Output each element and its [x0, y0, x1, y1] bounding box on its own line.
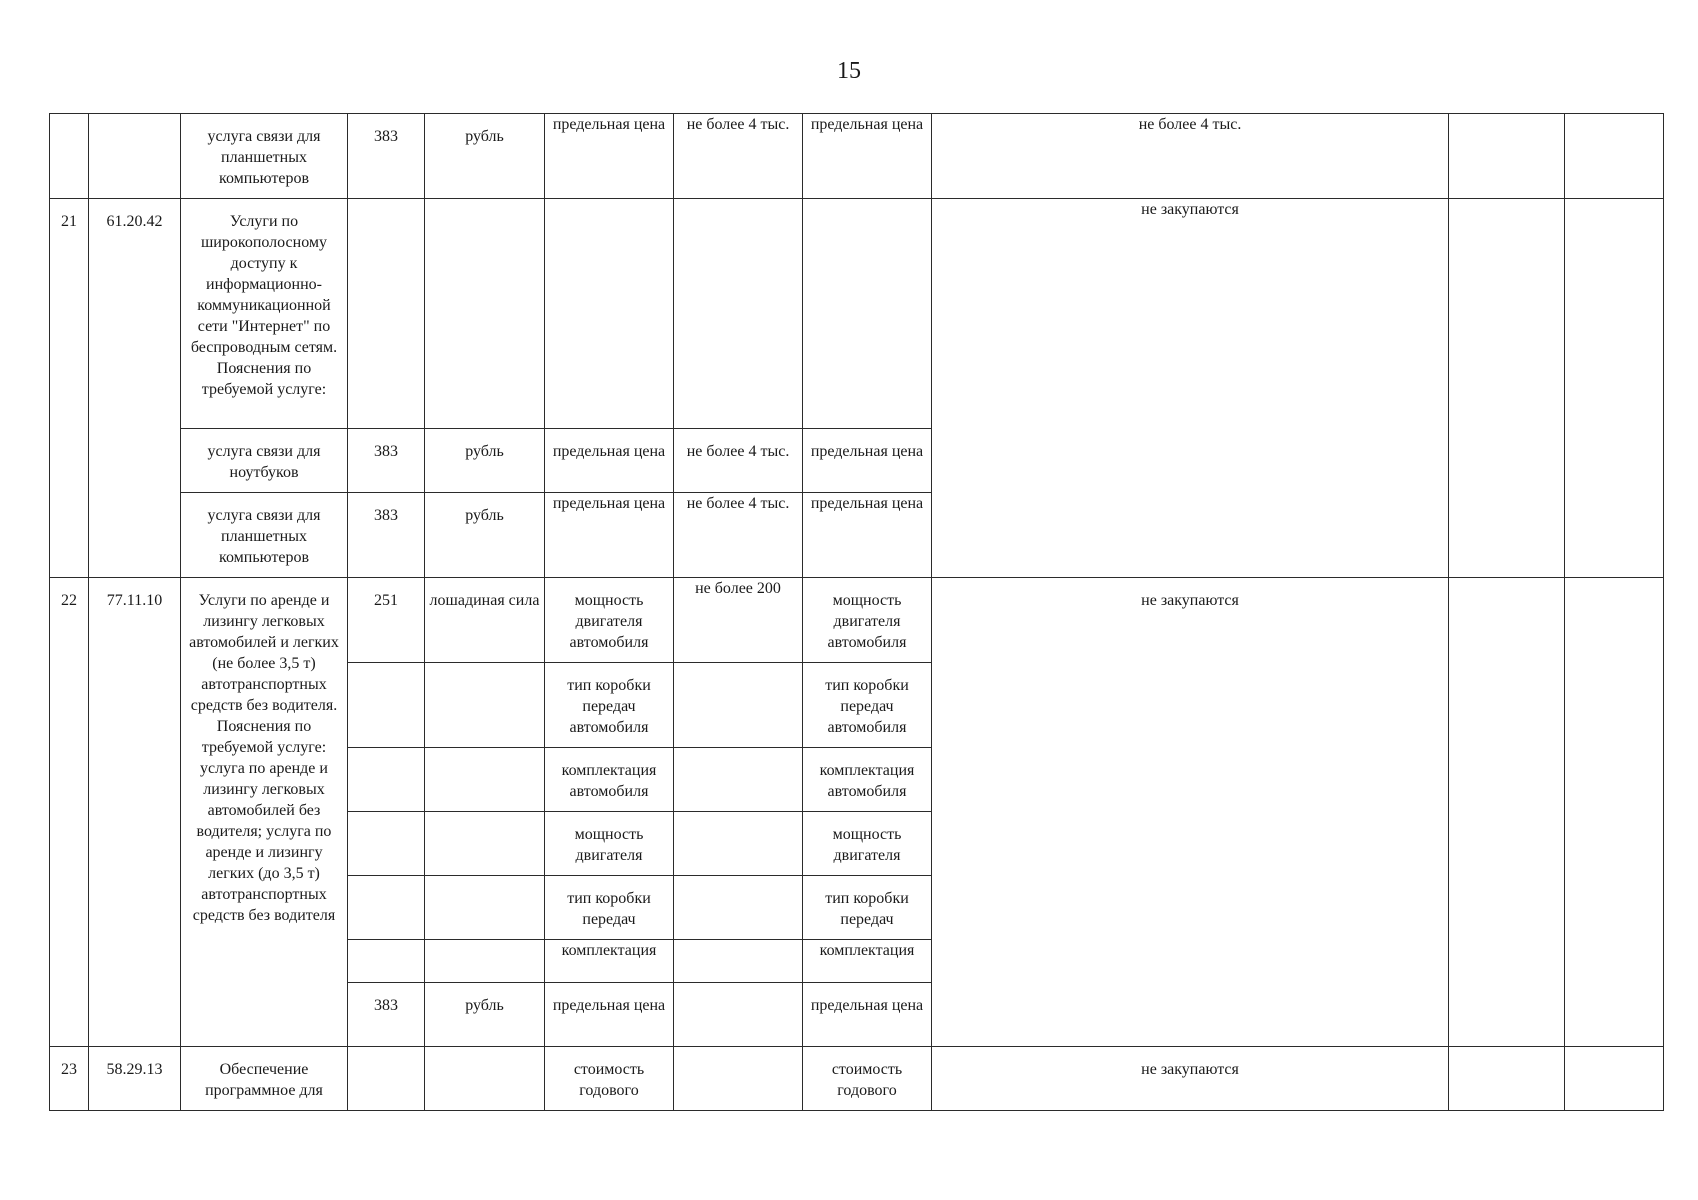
table-row: [50, 114, 1664, 199]
cell-unit: [425, 663, 545, 748]
cell-char: предельная цена: [545, 983, 674, 1047]
cell-empty: [1449, 1047, 1565, 1111]
cell-value: не более 200: [674, 578, 803, 663]
cell-code: 383: [348, 429, 425, 493]
cell-char: тип коробки передач автомобиля: [545, 663, 674, 748]
cell-empty: [1565, 114, 1664, 199]
cell-char2: мощность двигателя: [803, 812, 932, 876]
cell-value: [674, 876, 803, 940]
cell-char: комплектация автомобиля: [545, 748, 674, 812]
cell-unit: [425, 812, 545, 876]
cell-name: услуга связи для ноутбуков: [181, 429, 348, 493]
cell-char2: тип коробки передач автомобиля: [803, 663, 932, 748]
cell-char: мощность двигателя автомобиля: [545, 578, 674, 663]
cell-unit: [425, 876, 545, 940]
cell-unit: рубль: [425, 114, 545, 199]
cell-name: услуга связи для планшетных компьютеров: [181, 493, 348, 578]
cell-num: [50, 114, 89, 199]
procurement-table: [49, 113, 1664, 1111]
cell-unit: [425, 748, 545, 812]
cell-code: [348, 1047, 425, 1111]
cell-char2: мощность двигателя автомобиля: [803, 578, 932, 663]
cell-unit: [425, 1047, 545, 1111]
cell-unit: лошадиная сила: [425, 578, 545, 663]
cell-code: [348, 940, 425, 983]
cell-char: мощность двигателя: [545, 812, 674, 876]
cell-char: [545, 199, 674, 429]
cell-note: не закупаются: [932, 1047, 1449, 1111]
cell-name: Услуги по широкополосному доступу к информационно-коммуникационной сети "Интернет" по беспроводным сетям. Пояснения по требуемой услуге:: [181, 199, 348, 429]
cell-code: 251: [348, 578, 425, 663]
cell-char: комплектация: [545, 940, 674, 983]
cell-unit: рубль: [425, 493, 545, 578]
cell-code: 383: [348, 114, 425, 199]
cell-value: [674, 199, 803, 429]
cell-note: не закупаются: [932, 578, 1449, 1047]
cell-char2: предельная цена: [803, 983, 932, 1047]
table-row: [50, 1047, 1664, 1111]
page-number: 15: [837, 58, 861, 84]
cell-value: не более 4 тыс.: [674, 429, 803, 493]
cell-char2: [803, 199, 932, 429]
cell-num: 23: [50, 1047, 89, 1111]
cell-unit: [425, 199, 545, 429]
cell-num: 21: [50, 199, 89, 578]
cell-char2: тип коробки передач: [803, 876, 932, 940]
cell-okpd: 58.29.13: [89, 1047, 181, 1111]
table-row: [50, 199, 1664, 429]
cell-empty: [1565, 578, 1664, 1047]
cell-empty: [1449, 578, 1565, 1047]
cell-code: [348, 748, 425, 812]
cell-name: Обеспечение программное для: [181, 1047, 348, 1111]
cell-num: 22: [50, 578, 89, 1047]
cell-value: [674, 983, 803, 1047]
cell-char: предельная цена: [545, 429, 674, 493]
cell-char2: стоимость годового: [803, 1047, 932, 1111]
cell-char: тип коробки передач: [545, 876, 674, 940]
cell-okpd: 61.20.42: [89, 199, 181, 578]
cell-empty: [1565, 1047, 1664, 1111]
cell-value: не более 4 тыс.: [674, 114, 803, 199]
table-row: [50, 578, 1664, 663]
cell-empty: [1565, 199, 1664, 578]
cell-char: предельная цена: [545, 114, 674, 199]
cell-code: [348, 876, 425, 940]
cell-name: Услуги по аренде и лизингу легковых автомобилей и легких (не более 3,5 т) автотранспортных средств без водителя. Пояснения по требуемой услуге: услуга по аренде и лизингу легковых автомобилей без водителя; услуга по аренде и лизингу легких (до 3,5 т) автотранспортных средств без водителя: [181, 578, 348, 1047]
cell-okpd: [89, 114, 181, 199]
cell-unit: [425, 940, 545, 983]
cell-code: [348, 663, 425, 748]
cell-char2: комплектация автомобиля: [803, 748, 932, 812]
cell-char2: комплектация: [803, 940, 932, 983]
cell-value: [674, 748, 803, 812]
cell-value: [674, 663, 803, 748]
cell-note: не закупаются: [932, 199, 1449, 578]
cell-name: услуга связи для планшетных компьютеров: [181, 114, 348, 199]
cell-value: [674, 1047, 803, 1111]
cell-empty: [1449, 114, 1565, 199]
cell-okpd: 77.11.10: [89, 578, 181, 1047]
cell-value: [674, 940, 803, 983]
cell-value: не более 4 тыс.: [674, 493, 803, 578]
cell-unit: рубль: [425, 429, 545, 493]
cell-char: стоимость годового: [545, 1047, 674, 1111]
cell-char2: предельная цена: [803, 429, 932, 493]
cell-code: 383: [348, 983, 425, 1047]
cell-value2: не более 4 тыс.: [932, 114, 1449, 199]
cell-unit: рубль: [425, 983, 545, 1047]
cell-char2: предельная цена: [803, 493, 932, 578]
cell-char2: предельная цена: [803, 114, 932, 199]
cell-code: [348, 199, 425, 429]
cell-code: 383: [348, 493, 425, 578]
cell-char: предельная цена: [545, 493, 674, 578]
cell-value: [674, 812, 803, 876]
cell-code: [348, 812, 425, 876]
cell-empty: [1449, 199, 1565, 578]
